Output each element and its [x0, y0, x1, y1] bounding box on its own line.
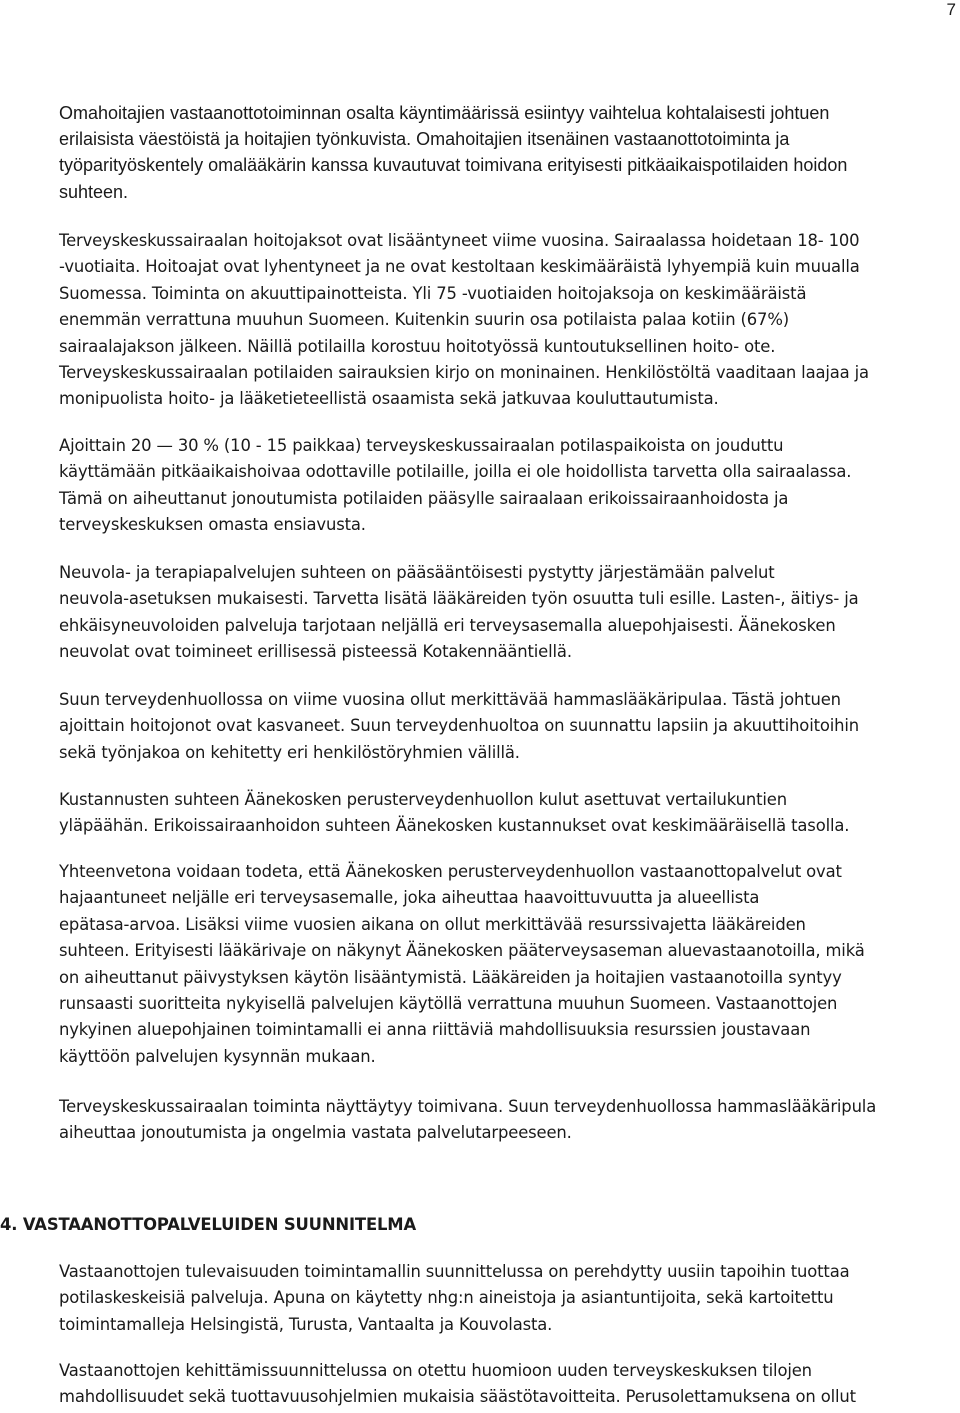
paragraph-terveyskeskussairaala: Terveyskeskussairaalan hoitojaksot ovat lisääntyneet viime vuosina. Sairaalassa hoidetaan 18- 100 -vuotiaita. Hoitoajat ovat lyhentyneet ja ne ovat kestoltaan keskimääräistä lyhyempiä kuin muualla Suomessa. Toiminta on akuuttipainotteista. Yli 75 -vuotiaiden hoitojaksoja on keskimääräistä enemmän verrattuna muuhun Suomeen. Kuitenkin suurin osa potilaista palaa kotiin (67%) sairaalajakson jälkeen. Näillä potilailla korostuu hoitotyössä kuntoutuksellinen hoito- ote. Terveyskeskussairaalan potilaiden sairauksien kirjo on moninainen. Henkilöstöltä vaaditaan laajaa ja monipuolista hoito- ja lääketieteellistä osaamista sekä jatkuvaa kouluttautumista. [59, 231, 869, 409]
paragraph-yhteenveto: Yhteenvetona voidaan todeta, että Äänekosken perusterveydenhuollon vastaanottopalvelut ovat hajaantuneet neljälle eri terveysasemalle, joka aiheuttaa haavoittuvuutta ja alueellista epätasa-arvoa. Lisäksi viime vuosien aikana on ollut merkittävää resurssivajetta lääkäreiden suhteen. Erityisesti lääkärivaje on näkynyt Äänekosken pääterveysaseman aluevastaanotoilla, mikä on aiheuttanut päivystyksen käytön lisääntymistä. Lääkäreiden ja hoitajien vastaanotoilla syntyy runsaasti suoritteita nykyisellä palvelujen käytöllä verrattuna muuhun Suomeen. Vastaanottojen nykyinen aluepohjainen toimintamalli ei anna riittäviä mahdollisuuksia resurssien joustavaan käyttöön palvelujen kysynnän mukaan. [59, 862, 865, 1066]
paragraph-ajoittain: Ajoittain 20 — 30 % (10 - 15 paikkaa) terveyskeskussairaalan potilaspaikoista on jouduttu käyttämään pitkäaikaishoivaa odottaville potilaille, joilla ei ole hoidollista tarvetta olla sairaalassa. Tämä on aiheuttanut jonoutumista potilaiden pääsylle sairaalaan erikoissairaanhoidosta ja terveyskeskuksen omasta ensiavusta. [59, 436, 852, 535]
page-number: 7 [946, 0, 956, 19]
paragraph-kustannukset: Kustannusten suhteen Äänekosken perusterveydenhuollon kulut asettuvat vertailukuntien yläpäähän. Erikoissairaanhoidon suhteen Äänekosken kustannukset ovat keskimääräisellä tasolla. [59, 790, 850, 836]
paragraph-vastaanottojen-tulevaisuus: Vastaanottojen tulevaisuuden toimintamallin suunnittelussa on perehdytty uusiin tapoihin tuottaa potilaskeskeisiä palveluja. Apuna on käytetty nhg:n aineistoja ja asiantuntijoita, sekä kartoitettu toimintamalleja Helsingistä, Turusta, Vantaalta ja Kouvolasta. [59, 1262, 850, 1334]
section-heading: 4. VASTAANOTTOPALVELUIDEN SUUNNITELMA [0, 1215, 416, 1234]
paragraph-omahoitajien: Omahoitajien vastaanottotoiminnan osalta käyntimäärissä esiintyy vaihtelua kohtalaisesti johtuen erilaisista väestöistä ja hoitajien työnkuvista. Omahoitajien itsenäinen vastaanottotoiminta ja työparityöskentely omalääkärin kanssa kuvautuvat toimivana erityisesti pitkäaikaispotilaiden hoidon suhteen. [59, 103, 848, 202]
paragraph-vastaanottojen-kehittaminen: Vastaanottojen kehittämissuunnittelussa on otettu huomioon uuden terveyskeskuksen tilojen mahdollisuudet sekä tuottavuusohjelmien mukaisia säästötavoitteita. Perusolettamuksena on ollut [59, 1361, 856, 1407]
paragraph-neuvola: Neuvola- ja terapiapalvelujen suhteen on pääsääntöisesti pystytty järjestämään palvelut neuvola-asetuksen mukaisesti. Tarvetta lisätä lääkäreiden työn osuutta tuli esille. Lasten-, äitiys- ja ehkäisyneuvoloiden palveluja tarjotaan neljällä eri terveysasemalla aluepohjaisesti. Äänekosken neuvolat ovat toimineet erillisessä pisteessä Kotakennääntiellä. [59, 563, 859, 662]
paragraph-terveyskeskussairaalan-toiminta: Terveyskeskussairaalan toiminta näyttäytyy toimivana. Suun terveydenhuollossa hammaslääkäripula aiheuttaa jonoutumista ja ongelmia vastata palvelutarpeeseen. [59, 1097, 877, 1143]
paragraph-suun-terveydenhuolto: Suun terveydenhuollossa on viime vuosina ollut merkittävää hammaslääkäripulaa. Tästä johtuen ajoittain hoitojonot ovat kasvaneet. Suun terveydenhuoltoa on suunnattu lapsiin ja akuuttihoitoihin sekä työnjakoa on kehitetty eri henkilöstöryhmien välillä. [59, 690, 860, 762]
